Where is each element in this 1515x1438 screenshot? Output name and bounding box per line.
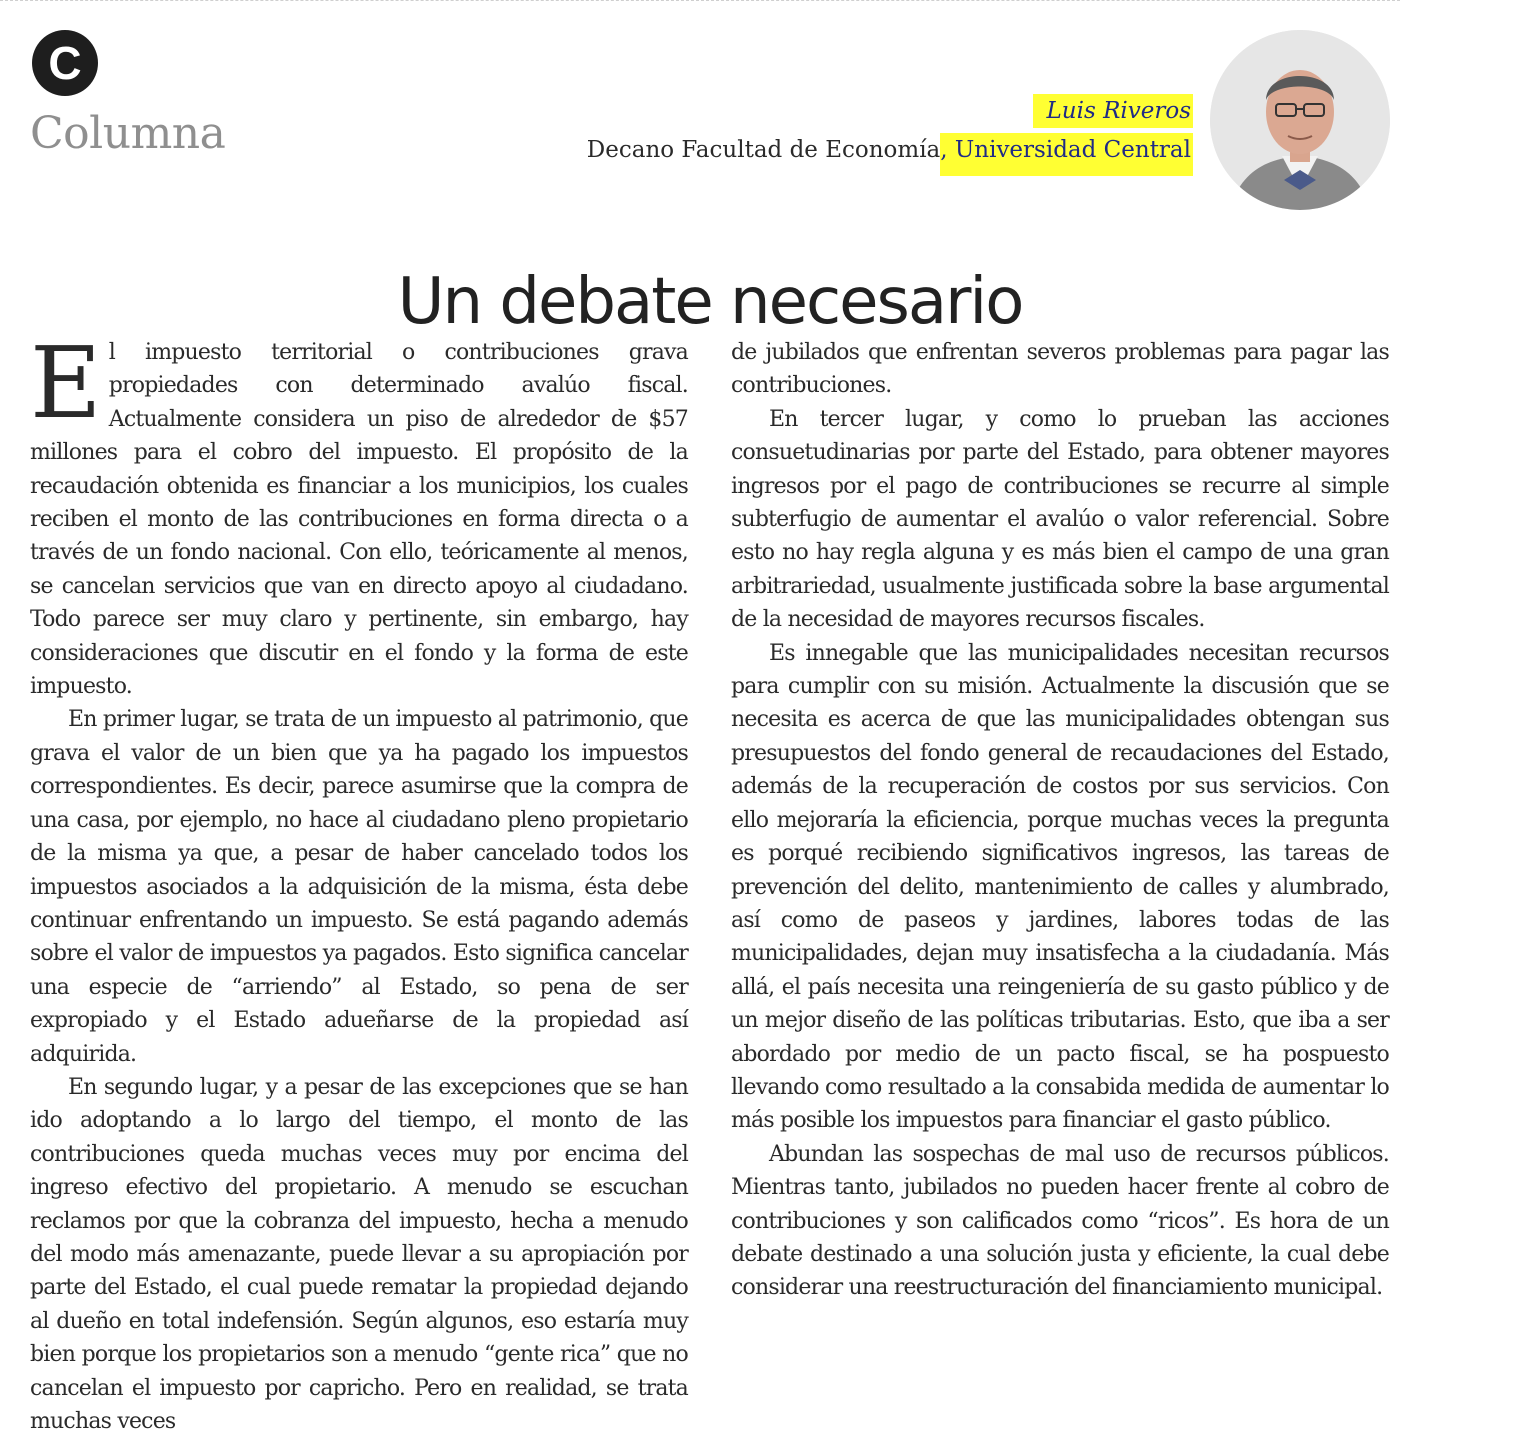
section-logo — [32, 30, 98, 96]
logo-letter: C — [48, 37, 82, 89]
paragraph-3: En segundo lugar, y a pesar de las excepciones que se han ido adoptando a lo largo del tiempo, el monto de las contribuciones queda muchas veces muy por encima del ingreso efectivo del propietario. A menudo se escuchan reclamos por que la cobranza del impuesto, hecha a menudo del modo más amenazante, puede llevar a su apropiación por parte del Estado, el cual puede rematar la propiedad dejando al dueño en total indefensión. Según algunos, eso estaría muy bien porque los propietarios son a menudo “gente rica” que no cancelan el impuesto por capricho. Pero en realidad, se trata muchas veces — [30, 1074, 688, 1434]
article-headline: Un debate necesario — [397, 264, 1023, 339]
paragraph-2: En primer lugar, se trata de un impuesto al patrimonio, que grava el valor de un bien que ya ha pagado los impuestos correspondientes. Es decir, parece asumirse que la compra de una casa, por ejemplo, no hace al ciudadano pleno propietario de la misma ya que, a pesar de haber cancelado todos los impuestos asociados a la adquisición de la misma, ésta debe continuar enfrentando un impuesto. Se está pagando además sobre el valor de impuestos ya pagados. Esto significa cancelar una especie de “arriendo” al Estado, so pena de ser expropiado y el Estado adueñarse de la propiedad así adquirida. — [30, 707, 688, 1067]
author-name: Luis Riveros — [1033, 94, 1193, 128]
paragraph-1-text: l impuesto territorial o contribuciones grava propiedades con determinado avalúo fiscal. Actualmente considera un piso de alrededor de $57 millones para el cobro del impuesto. El propósito de la recaudación obtenida es financiar a los municipios, los cuales reciben el monto de las contribuciones en forma directa o a través de un fondo nacional. Con ello, teóricamente al menos, se cancelan servicios que van en directo apoyo al ciudadano. Todo parece ser muy claro y pertinente, sin embargo, hay consideraciones que discutir en el fondo y la forma de este impuesto. — [30, 340, 688, 700]
dropcap: E — [30, 327, 101, 441]
paragraph-1 — [30, 327, 688, 703]
paragraph-5: Es innegable que las municipalidades necesitan recursos para cumplir con su misión. Actualmente la discusión que se necesita es acerca de que las municipalidades obtengan sus presupuestos del fondo general de recaudaciones del Estado, además de la recuperación de costos por sus servicios. Con ello mejoraría la eficiencia, porque muchas veces la pregunta es porqué recibiendo significativos ingresos, las tareas de prevención del delito, mantenimiento de calles y alumbrado, así como de paseos y jardines, labores todas de las municipalidades, dejan muy insatisfecha a la ciudadanía. Más allá, el país necesita una reingeniería de su gasto público y de un mejor diseño de las políticas tributarias. Esto, que iba a ser abordado por medio de un pacto fiscal, se ha pospuesto llevando como resultado a la consabida medida de aumentar lo más posible los impuestos para financiar el gasto público. — [731, 640, 1389, 1134]
top-divider — [0, 0, 1400, 3]
section-label: Columna — [30, 108, 226, 159]
article-column-right — [731, 336, 1389, 1305]
paragraph-4: En tercer lugar, y como lo prueban las acciones consuetudinarias por parte del Estado, para obtener mayores ingresos por el pago de contribuciones se recurre al simple subterfugio de aumentar el avalúo o valor referencial. Sobre esto no hay regla alguna y es más bien el campo de una gran arbitrariedad, usualmente justificada sobre la base argumental de la necesidad de mayores recursos fiscales. — [731, 406, 1389, 633]
article-column-left — [30, 327, 688, 1438]
author-portrait-icon — [1210, 30, 1390, 210]
author-photo — [1210, 30, 1390, 210]
author-institution: , Universidad Central — [940, 133, 1193, 176]
paragraph-6: Abundan las sospechas de mal uso de recursos públicos. Mientras tanto, jubilados no pueden hacer frente al cobro de contribuciones y son calificados como “ricos”. Es hora de un debate destinado a una solución justa y eficiente, la cual debe considerar una reestructuración del financiamiento municipal. — [731, 1141, 1389, 1301]
author-role — [587, 137, 1193, 163]
author-role-title: Decano Facultad de Economía — [586, 137, 941, 163]
paragraph-3-continued: de jubilados que enfrentan severos problemas para pagar las contribuciones. — [731, 340, 1389, 399]
